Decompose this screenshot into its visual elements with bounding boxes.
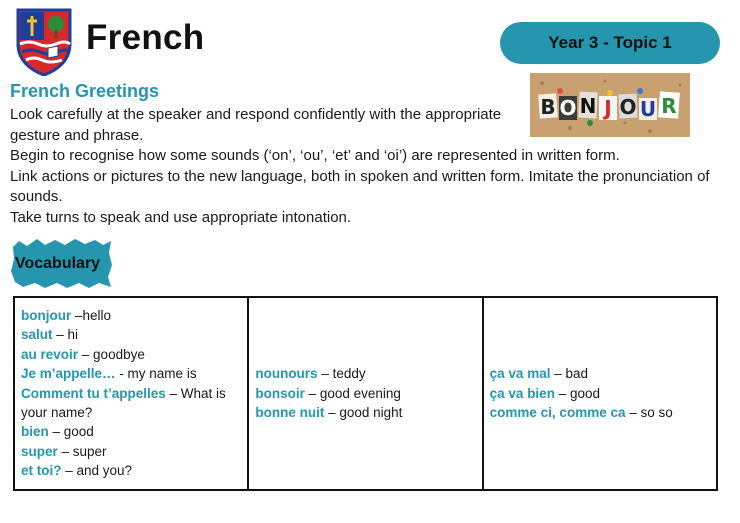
bonjour-letter: B bbox=[540, 95, 556, 119]
objective-text: Begin to recognise how some sounds (‘on’, ‘ou’, ‘et’ and ‘oi’) are represented in written form. bbox=[10, 147, 620, 165]
vocab-meaning: good bbox=[569, 385, 601, 401]
vocabulary-heading: Vocabulary bbox=[15, 255, 101, 272]
vocab-term: au revoir bbox=[21, 346, 79, 362]
topic-badge: Year 3 - Topic 1 bbox=[500, 22, 720, 64]
bonjour-letter: O bbox=[559, 96, 577, 120]
vocab-entry bbox=[21, 306, 241, 325]
vocab-term: bien bbox=[21, 424, 49, 440]
vocab-term: Je m’appelle… bbox=[21, 366, 116, 382]
vocab-entry bbox=[21, 345, 241, 364]
bonjour-letter: O bbox=[619, 95, 637, 119]
vocab-separator: – bbox=[61, 463, 77, 479]
vocab-entry bbox=[490, 364, 710, 383]
vocab-meaning: good bbox=[63, 424, 94, 440]
vocab-separator: - bbox=[115, 366, 128, 382]
vocabulary-column bbox=[483, 297, 717, 490]
vocab-separator: – bbox=[625, 405, 641, 421]
vocab-separator: – bbox=[48, 424, 64, 440]
vocab-term: bonne nuit bbox=[255, 405, 325, 421]
bonjour-image bbox=[530, 73, 690, 137]
vocab-entry bbox=[21, 422, 241, 441]
school-crest-logo bbox=[14, 6, 74, 76]
objective-text: Look carefully at the speaker and respond confidently with the appropriate gesture and phrase. bbox=[10, 106, 502, 144]
vocab-term: bonsoir bbox=[255, 385, 305, 401]
vocab-term: super bbox=[21, 443, 58, 459]
vocab-meaning: hi bbox=[67, 327, 79, 343]
page-title: French bbox=[86, 18, 205, 57]
vocab-meaning: good night bbox=[339, 405, 403, 421]
vocab-entry bbox=[490, 403, 710, 422]
vocab-term: ça va bien bbox=[489, 385, 555, 401]
vocab-entry bbox=[21, 364, 241, 383]
vocab-separator: – bbox=[78, 346, 94, 362]
vocab-separator: – bbox=[165, 385, 181, 401]
vocab-term: ça va mal bbox=[489, 366, 551, 382]
vocab-entry bbox=[21, 325, 241, 344]
vocab-separator: – bbox=[324, 405, 340, 421]
vocab-meaning: teddy bbox=[332, 366, 366, 382]
vocab-meaning: What is your name? bbox=[21, 385, 226, 421]
vocab-separator: – bbox=[550, 366, 566, 382]
vocab-meaning: and you? bbox=[76, 463, 133, 479]
vocab-entry bbox=[21, 384, 241, 423]
bonjour-letter: J bbox=[604, 96, 612, 120]
bonjour-letter: U bbox=[639, 97, 657, 121]
vocab-term: comme ci, comme ca bbox=[489, 405, 626, 421]
vocab-entry bbox=[490, 384, 710, 403]
vocab-separator: – bbox=[71, 308, 83, 323]
vocab-meaning: my name is bbox=[127, 366, 197, 382]
vocabulary-column bbox=[248, 297, 482, 490]
bonjour-letter: R bbox=[661, 94, 677, 118]
vocab-separator: – bbox=[554, 385, 570, 401]
vocab-separator: – bbox=[317, 366, 333, 382]
vocab-meaning: so so bbox=[640, 405, 673, 421]
vocab-meaning: bad bbox=[565, 366, 588, 382]
section-heading: French Greetings bbox=[10, 81, 160, 101]
vocab-entry bbox=[255, 384, 475, 403]
vocab-separator: – bbox=[304, 385, 320, 401]
vocab-term: bonjour bbox=[21, 308, 72, 323]
vocab-entry bbox=[255, 403, 475, 422]
vocab-separator: – bbox=[52, 327, 68, 343]
vocabulary-column bbox=[14, 297, 248, 490]
vocab-entry bbox=[21, 442, 241, 461]
vocabulary-table bbox=[13, 296, 718, 491]
vocab-meaning: good evening bbox=[319, 385, 401, 401]
bonjour-letter: N bbox=[579, 94, 597, 118]
vocab-separator: – bbox=[57, 443, 73, 459]
vocab-meaning: goodbye bbox=[93, 346, 145, 362]
vocab-meaning: hello bbox=[82, 308, 112, 323]
vocab-term: nounours bbox=[255, 366, 318, 382]
objective-text: Link actions or pictures to the new language, both in spoken and written form. Imitate the pronunciation of sounds. bbox=[10, 167, 710, 206]
vocab-entry bbox=[255, 364, 475, 383]
vocab-term: salut bbox=[21, 327, 53, 343]
vocab-meaning: super bbox=[72, 443, 107, 459]
objective-text: Take turns to speak and use appropriate intonation. bbox=[10, 208, 352, 226]
vocab-term: Comment tu t’appelles bbox=[21, 385, 166, 401]
vocab-term: et toi? bbox=[21, 463, 62, 479]
vocab-entry bbox=[21, 461, 241, 480]
table-row bbox=[14, 297, 717, 490]
